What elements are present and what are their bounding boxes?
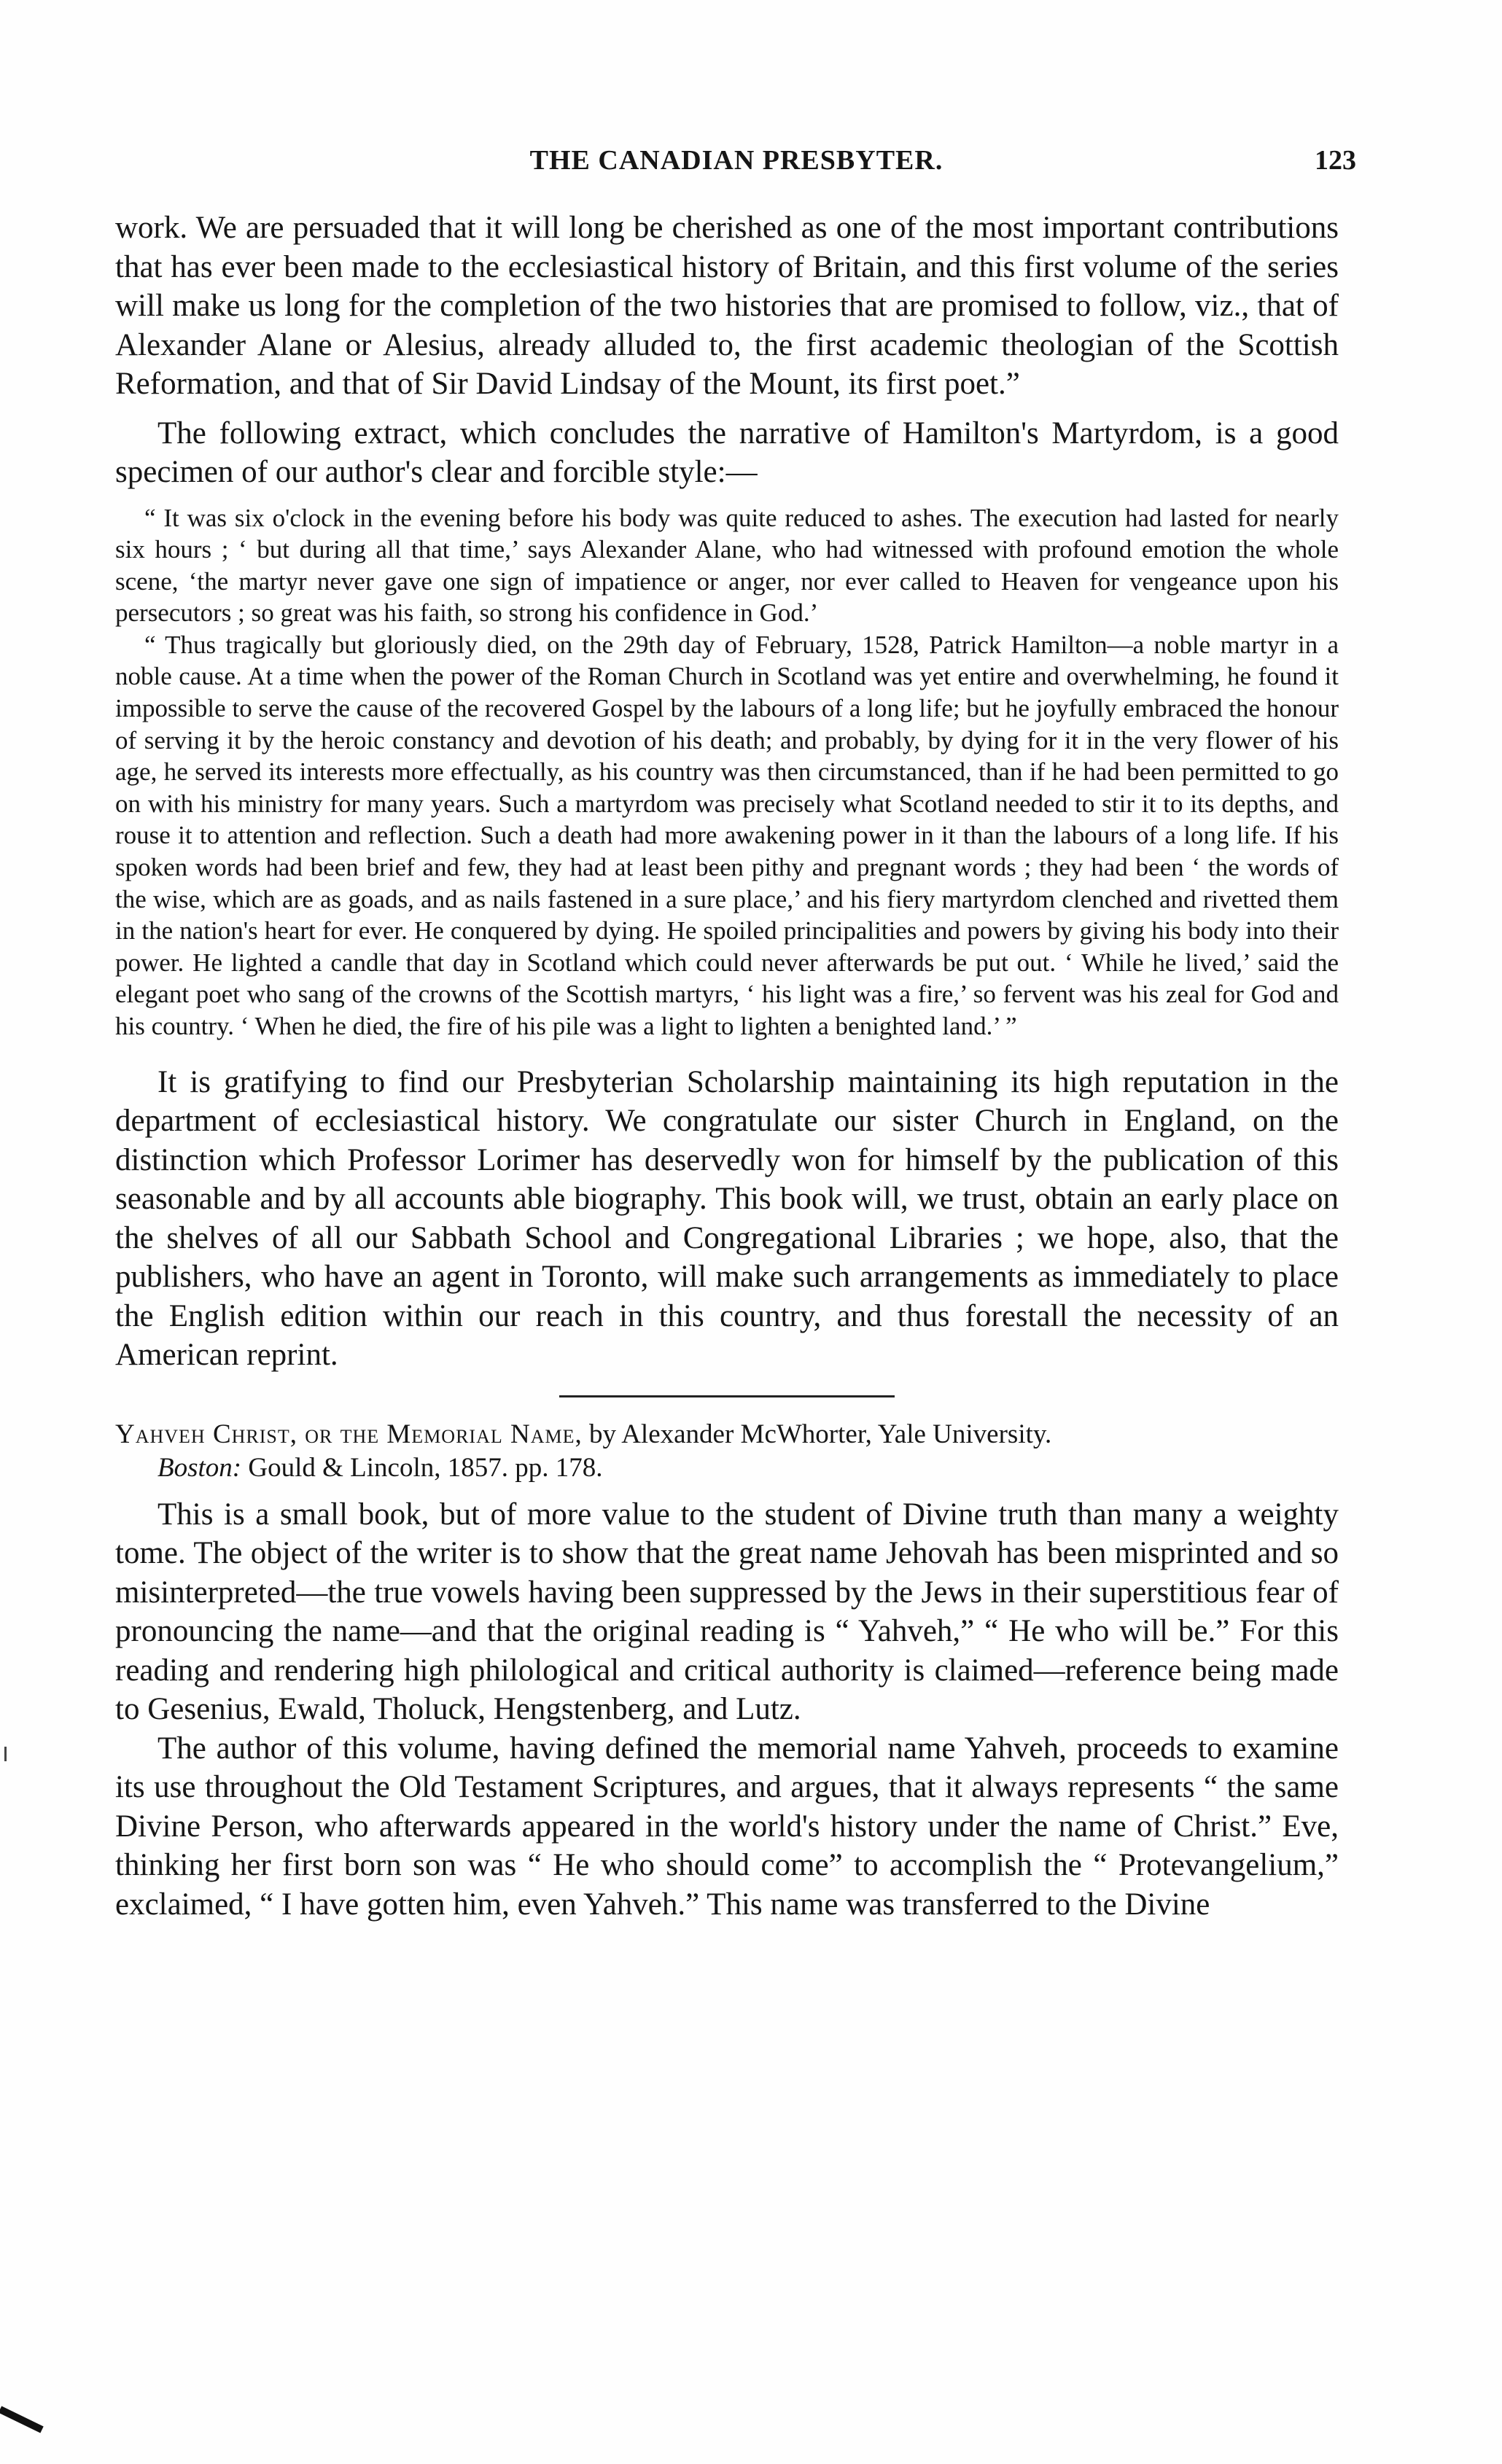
extract-paragraph-2: “ Thus tragically but gloriously died, on the 29th day of February, 1528, Patrick Hamilton—a noble martyr in a noble cause. At a time when the power of the Roman Church in Scotland was yet entire and overwhelming, he found it impossible to serve the cause of the recovered Gospel by the labours of a long life; but he joyfully embraced the honour of serving it by the heroic constancy and devotion of his death; and probably, by dying for it in the very flower of his age, he served its interests more effectually, as his country was then circumstanced, than if he had been permitted to go on with his ministry for many years. Such a martyrdom was precisely what Scotland needed to stir it to its depths, and rouse it to attention and reflection. Such a death had more awakening power in it than the labours of a long life. If his spoken words had been brief and few, they had at least been pithy and pregnant words ; they had been ‘ the words of the wise, which are as goads, and as nails fastened in a sure place,’ and his fiery martyrdom clenched and rivetted them in the nation's heart for ever. He conquered by dying. He spoiled principalities and powers by giving his body into their power. He lighted a candle that day in Scotland which could never afterwards be put out. ‘ While he lived,’ said the elegant poet who sang of the crowns of the Scottish martyrs, ‘ his light was a fire,’ so fervent was his zeal for God and his country. ‘ When he died, the fire of his pile was a light to lighten a benighted land.’ ” [115,630,1339,1040]
page-number: 123 [1315,145,1356,176]
paragraph-conclusion: It is gratifying to find our Presbyterian Scholarship maintaining its high reputation in the department of ecclesiastical history. We congratulate our sister Church in England, on the distinction which Professor Lorimer has deservedly won for himself by the publication of this seasonable and by all accounts able biography. This book will, we trust, obtain an early place on the shelves of all our Sabbath School and Congregational Libraries ; we hope, also, that the publishers, who have an agent in Toronto, will make such arrangements as immediately to place the English edition within our reach in this country, and thus forestall the necessity of an American reprint. [115,1064,1339,1373]
scan-corner-mark [0,2406,44,2433]
paragraph-continuation: work. We are persuaded that it will long be cherished as one of the most important contributions that has ever been made to the ecclesiastical history of Britain, and this first volume of the series will make us long for the completion of the two histories that are promised to follow, viz., that of Alexander Alane or Alesius, already alluded to, the first academic theologian of the Scottish Reformation, and that of Sir David Lindsay of the Mount, its first poet.” [115,211,1339,401]
review-heading [115,1418,1339,1485]
review-book-title: Yahveh Christ, or the Memorial Name, [115,1419,583,1449]
text-column [115,208,1339,1924]
review-paragraph-1: This is a small book, but of more value to the student of Divine truth than many a weighty tome. The object of the writer is to show that the great name Jehovah has been misprinted and so misinterpreted—the true vowels having been suppressed by the Jews in their superstitious fear of pronouncing the name—and that the original reading is “ Yahveh,” “ He who will be.” For this reading and rendering high philological and critical authority is claimed—reference being made to Gesenius, Ewald, Tholuck, Hengstenberg, and Lutz. [115,1497,1339,1727]
page-header [117,144,1356,188]
margin-mark [4,1747,7,1761]
review-byline: by Alexander McWhorter, Yale University. [582,1419,1052,1449]
review-place: Boston: [157,1452,242,1483]
running-title: THE CANADIAN PRESBYTER. [529,145,943,176]
review-imprint-line [115,1451,1339,1485]
extract-paragraph-1: “ It was six o'clock in the evening before his body was quite reduced to ashes. The execution had lasted for nearly six hours ; ‘ but during all that time,’ says Alexander Alane, who had witnessed with profound emotion the whole scene, ‘the martyr never gave one sign of impatience or anger, nor ever called to Heaven for vengeance upon his persecutors ; so great was his faith, so strong his confidence in God.’ [115,503,1339,628]
review-imprint: Gould & Lincoln, 1857. pp. 178. [241,1452,603,1483]
review-paragraph-2: The author of this volume, having defined the memorial name Yahveh, proceeds to examine its use throughout the Old Testament Scriptures, and argues, that it always represents “ the same Divine Person, who afterwards appeared in the world's history under the name of Christ.” Eve, thinking her first born son was “ He who should come” to accomplish the “ Protevangelium,” exclaimed, “ I have gotten him, even Yahveh.” This name was transferred to the Divine [115,1731,1339,1922]
paragraph-extract-intro: The following extract, which concludes the narrative of Hamilton's Martyrdom, is a good specimen of our author's clear and forcible style:— [115,416,1339,489]
